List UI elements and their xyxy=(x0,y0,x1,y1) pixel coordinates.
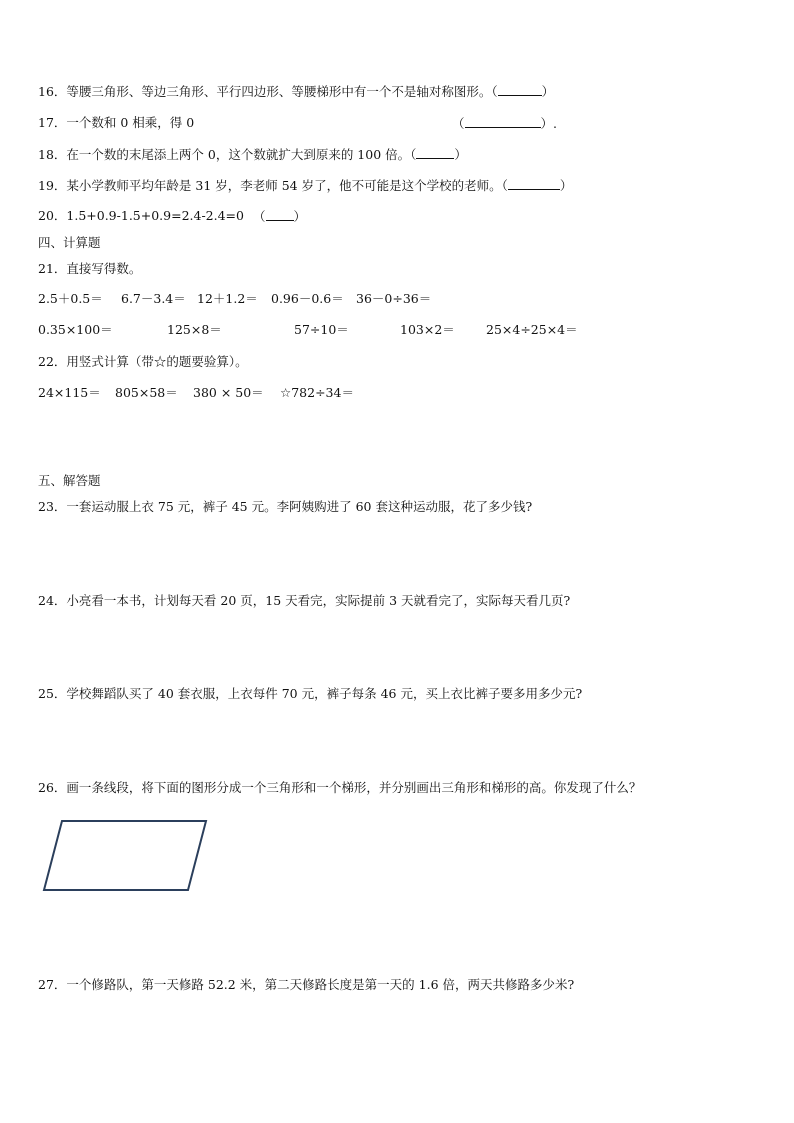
question-20 xyxy=(38,208,244,224)
q21-r2-item: 57÷10＝ xyxy=(294,322,349,337)
question-20-answer xyxy=(253,208,306,225)
q21-r1-item: 0.96－0.6＝ xyxy=(271,291,344,306)
question-17 xyxy=(38,115,194,131)
q16-close: ） xyxy=(541,84,555,99)
q21-r1-item: 36－0÷36＝ xyxy=(356,291,432,306)
question-16 xyxy=(38,83,554,100)
q17-answer-blank[interactable] xyxy=(465,115,541,128)
q21-r1-item: 2.5＋0.5＝ xyxy=(38,291,103,306)
question-17-answer xyxy=(452,115,557,132)
question-18 xyxy=(38,146,467,163)
q22-item: ☆782÷34＝ xyxy=(280,385,354,400)
q21-r1-item: 6.7－3.4＝ xyxy=(121,291,186,306)
q21-r2-item: 0.35×100＝ xyxy=(38,322,113,337)
q21-title: 21．直接写得数。 xyxy=(38,261,142,276)
question-25: 25．学校舞蹈队买了 40 套衣服，上衣每件 70 元，裤子每条 46 元，买上衣比裤子要多用多少元? xyxy=(38,686,583,701)
q18-answer-blank[interactable] xyxy=(416,146,454,159)
q21-r2-item: 103×2＝ xyxy=(400,322,455,337)
q18-close: ） xyxy=(454,147,467,162)
q22-item: 805×58＝ xyxy=(115,385,178,400)
q17-open: （ xyxy=(452,116,465,131)
q18-text: 18．在一个数的末尾添上两个 0，这个数就扩大到原来的 100 倍。（ xyxy=(38,147,417,162)
q21-r1-item: 12＋1.2＝ xyxy=(197,291,258,306)
q17-text: 17．一个数和 0 相乘，得 0 xyxy=(38,115,195,130)
q21-r2-item: 125×8＝ xyxy=(167,322,222,337)
question-26: 26．画一条线段，将下面的图形分成一个三角形和一个梯形，并分别画出三角形和梯形的高。你发现了什么？ xyxy=(38,780,642,795)
parallelogram-figure xyxy=(40,818,212,896)
question-19 xyxy=(38,177,572,194)
q19-answer-blank[interactable] xyxy=(508,177,560,190)
question-24: 24．小亮看一本书，计划每天看 20 页，15 天看完，实际提前 3 天就看完了，实际每天看几页? xyxy=(38,593,571,608)
q20-close: ） xyxy=(293,209,307,224)
q16-text: 16．等腰三角形、等边三角形、平行四边形、等腰梯形中有一个不是轴对称图形。（ xyxy=(38,84,498,99)
q20-text: 20．1.5+0.9-1.5+0.9=2.4-2.4=0 xyxy=(38,208,244,223)
parallelogram-outline xyxy=(44,821,206,890)
q22-item: 380 × 50＝ xyxy=(193,385,264,400)
q20-open: （ xyxy=(253,209,266,224)
q17-close: ）. xyxy=(540,116,557,131)
q21-r2-item: 25×4÷25×4＝ xyxy=(486,322,578,337)
section-5-heading: 五、解答题 xyxy=(38,473,101,488)
question-23: 23．一套运动服上衣 75 元，裤子 45 元。李阿姨购进了 60 套这种运动服，花了多少钱? xyxy=(38,499,533,514)
q19-close: ） xyxy=(559,178,573,193)
question-27: 27．一个修路队，第一天修路 52.2 米，第二天修路长度是第一天的 1.6 倍，两天共修路多少米? xyxy=(38,977,575,992)
q22-title: 22．用竖式计算（带☆的题要验算）。 xyxy=(38,354,248,369)
q22-item: 24×115＝ xyxy=(38,385,101,400)
q16-answer-blank[interactable] xyxy=(498,83,542,96)
section-4-heading: 四、计算题 xyxy=(38,235,101,250)
q20-answer-blank[interactable] xyxy=(266,208,294,221)
q19-text: 19．某小学教师平均年龄是 31 岁，李老师 54 岁了，他不可能是这个学校的老师。（ xyxy=(38,178,508,193)
